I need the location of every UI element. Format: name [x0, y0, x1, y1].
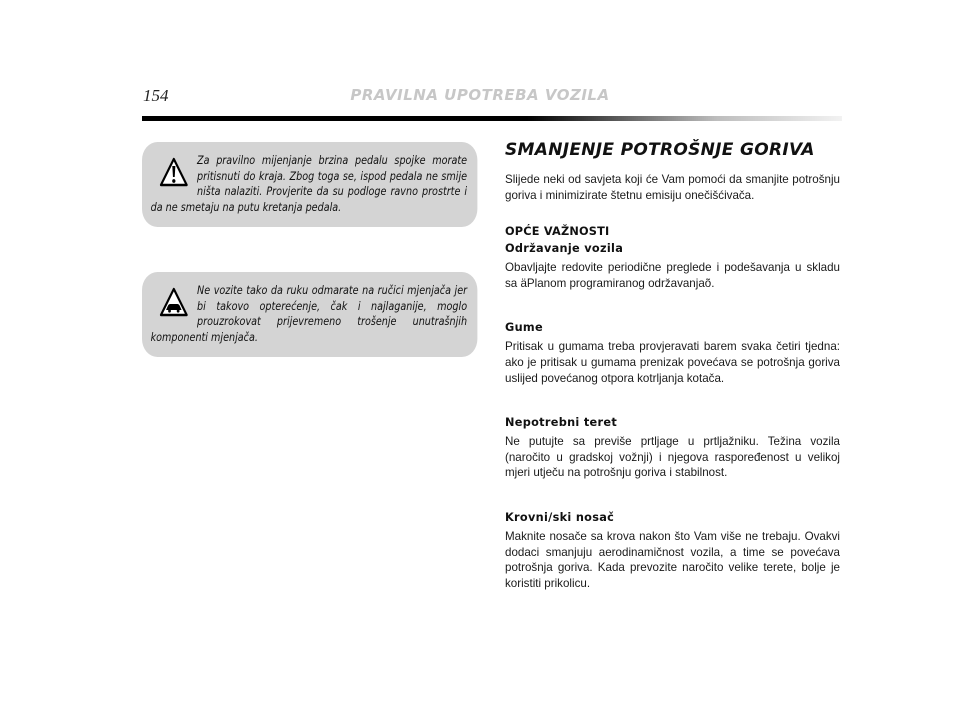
subsection-heading: Nepotrebni teret — [505, 416, 618, 430]
intro-paragraph: Slijede neki od savjeta koji će Vam pomoći da smanjite potrošnju goriva i minimizirate štetnu emisiju onečišćivača. — [505, 173, 840, 202]
subsection-text: Pritisak u gumama treba provjeravati barem svaka četiri tjedna: ako je pritisak u gumama prenizak povećava se potrošnja goriva uslijed povećanog otpora kotrljanja kotača. — [505, 340, 840, 385]
general-heading: OPĆE VAŽNOSTI — [505, 225, 610, 239]
running-header: PRAVILNA UPOTREBA VOZILA — [350, 86, 610, 104]
subsection-text: Maknite nosače sa krova nakon što Vam više ne trebaju. Ovakvi dodaci smanjuju aerodinamičnost vozila, a time se povećava potrošnja goriva. Kada prevozite naročito velike terete, bolje je koristiti prikolicu. — [505, 529, 840, 590]
warning-text: Za pravilno mijenjanje brzina pedalu spojke morate pritisnuti do kraja. Zbog toga se, ispod pedala ne smije ništa nalaziti. Provjerite da su podloge ravno prostrte i da ne smetaju na putu kretanja pedala. — [150, 154, 468, 214]
subsection-text: Ne putujte sa previše prtljage u prtljažniku. Težina vozila (naročito u gradskoj vožnji) i njegova raspoređenost u velikoj mjeri utječu na potrošnju goriva i stabilnost. — [505, 435, 840, 480]
fuel-saving-section — [505, 140, 840, 605]
subsection-text: Obavljajte redovite periodične preglede i podešavanja u skladu sa äPlanom programiranog održavanjaõ. — [505, 261, 840, 290]
section-title: SMANJENJE POTROŠNJE GORIVA — [505, 140, 815, 160]
warning-text: Ne vozite tako da ruku odmarate na ručici mjenjača jer bi takovo opterećenje, čak i najlaganije, moglo prouzrokovat prijevremeno trošenje unutrašnjih komponenti mjenjača. — [150, 284, 468, 344]
warning-box-clutch — [142, 142, 477, 227]
header-rule — [142, 116, 842, 121]
subsection-heading: Gume — [505, 321, 543, 335]
warning-triangle-icon — [159, 157, 188, 187]
warning-box-gear-lever — [142, 272, 477, 357]
car-warning-icon — [159, 287, 188, 317]
subsection-heading: Održavanje vozila — [505, 242, 624, 256]
subsection-heading: Krovni/ski nosač — [505, 510, 615, 524]
page-number: 154 — [143, 86, 169, 105]
